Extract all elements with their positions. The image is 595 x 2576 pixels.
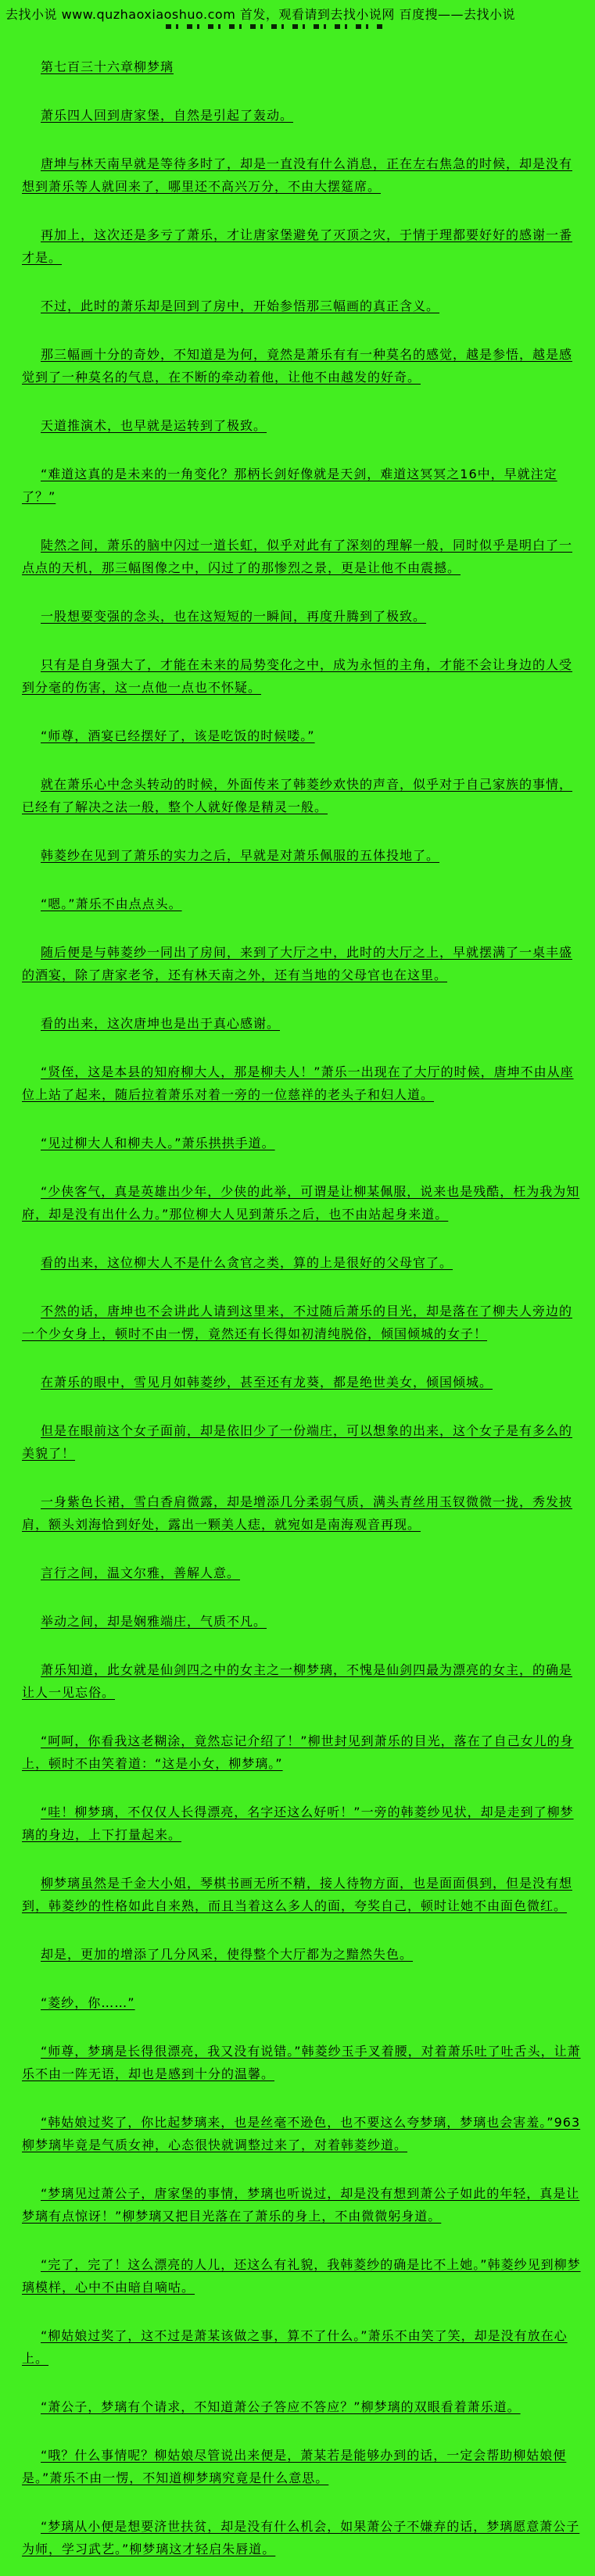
novel-paragraph: “见过柳大人和柳夫人。”萧乐拱拱手道。	[41, 1136, 275, 1150]
novel-paragraph: 只有是自身强大了，才能在未来的局势变化之中，成为永恒的主角，才能不会让身边的人受到分毫的伤害，这一点他一点也不怀疑。	[22, 657, 573, 695]
novel-paragraph: 那三幅画十分的奇妙，不知道是为何，竟然是萧乐有有一种莫名的感觉，越是参悟，越是感觉到了一种莫名的气息，在不断的牵动着他，让他不由越发的好奇。	[22, 347, 573, 385]
novel-paragraph: 却是，更加的增添了几分风采，使得整个大厅都为之黯然失色。	[41, 1947, 414, 1962]
novel-paragraph: 一股想要变强的念头，也在这短短的一瞬间，再度升腾到了极致。	[41, 609, 427, 624]
novel-paragraph: “柳姑娘过奖了，这不过是萧某该做之事，算不了什么。”萧乐不由笑了笑，却是没有放在心上。	[22, 2328, 568, 2366]
novel-paragraph: 再加上，这次还是多亏了萧乐，才让唐家堡避免了灭顶之灾，于情于理都要好好的感谢一番才是。	[22, 227, 573, 265]
novel-paragraph: “嗯。”萧乐不由点点头。	[41, 896, 182, 911]
clipped-text-remnant	[166, 24, 386, 29]
novel-paragraph: 但是在眼前这个女子面前，却是依旧少了一份端庄，可以想象的出来，这个女子是有多么的美貌了！	[22, 1423, 573, 1461]
novel-paragraph: 萧乐四人回到唐家堡，自然是引起了轰动。	[41, 108, 294, 123]
chapter-body	[22, 55, 581, 2560]
novel-paragraph: 举动之间，却是娴雅端庄，气质不凡。	[41, 1614, 267, 1629]
novel-paragraph: “贤侄，这是本县的知府柳大人，那是柳夫人！”萧乐一出现在了大厅的时候，唐坤不由从座位上站了起来，随后拉着萧乐对着一旁的一位慈祥的老头子和妇人道。	[22, 1064, 574, 1102]
chapter-title: 第七百三十六章柳梦璃	[41, 59, 174, 74]
paragraph-list	[22, 104, 581, 2560]
novel-paragraph: 看的出来，这次唐坤也是出于真心感谢。	[41, 1016, 281, 1031]
novel-paragraph: 唐坤与林天南早就是等待多时了，却是一直没有什么消息，正在左右焦急的时候，却是没有想到萧乐等人就回来了，哪里还不高兴万分，不由大摆筵席。	[22, 156, 573, 194]
novel-paragraph: 不过，此时的萧乐却是回到了房中，开始参悟那三幅画的真正含义。	[41, 299, 440, 313]
novel-paragraph: “哇！柳梦璃，不仅仅人长得漂亮，名字还这么好听！”一旁的韩菱纱见状，却是走到了柳梦璃的身边，上下打量起来。	[22, 1805, 574, 1842]
novel-paragraph: 言行之间，温文尔雅，善解人意。	[41, 1565, 241, 1580]
novel-paragraph: “师尊，梦璃是长得很漂亮，我又没有说错。”韩菱纱玉手叉着腰，对着萧乐吐了吐舌头，让萧乐不由一阵无语，却也是感到十分的温馨。	[22, 2044, 581, 2081]
novel-paragraph: 随后便是与韩菱纱一同出了房间，来到了大厅之中，此时的大厅之上，早就摆满了一桌丰盛的酒宴，除了唐家老爷，还有林天南之外，还有当地的父母官也在这里。	[22, 945, 573, 982]
novel-paragraph: “哦？什么事情呢？柳姑娘尽管说出来便是，萧某若是能够办到的话，一定会帮助柳姑娘便是。”萧乐不由一愣，不知道柳梦璃究竟是什么意思。	[22, 2448, 567, 2485]
novel-paragraph: “师尊，酒宴已经摆好了，该是吃饭的时候喽。”	[41, 728, 315, 743]
novel-paragraph: “菱纱，你……”	[41, 1995, 135, 2010]
novel-paragraph: 在萧乐的眼中，雪见月如韩菱纱，甚至还有龙葵，都是绝世美女，倾国倾城。	[41, 1375, 493, 1390]
novel-paragraph: “梦璃从小便是想要济世扶贫，却是没有什么机会，如果萧公子不嫌弃的话，梦璃愿意萧公子为师，学习武艺。”柳梦璃这才轻启朱唇道。	[22, 2519, 580, 2556]
site-promo-banner: 去找小说 www.quzhaoxiaoshuo.com 首发，观看请到去找小说网 百度搜——去找小说	[5, 7, 515, 22]
novel-paragraph: 天道推演术，也早就是运转到了极致。	[41, 418, 267, 433]
novel-paragraph: “呵呵，你看我这老糊涂，竟然忘记介绍了！”柳世封见到萧乐的目光，落在了自己女儿的身上，顿时不由笑着道：“这是小女，柳梦璃。”	[22, 1733, 574, 1771]
novel-paragraph: “完了，完了！这么漂亮的人儿，还这么有礼貌，我韩菱纱的确是比不上她。”韩菱纱见到柳梦璃模样，心中不由暗自嘀咕。	[22, 2257, 581, 2295]
novel-paragraph: “难道这真的是未来的一角变化？那柄长剑好像就是天剑，难道这冥冥之16中，早就注定了？”	[22, 467, 557, 504]
novel-paragraph: 韩菱纱在见到了萧乐的实力之后，早就是对萧乐佩服的五体投地了。	[41, 848, 440, 863]
novel-paragraph: 一身紫色长裙，雪白香肩微露，却是增添几分柔弱气质，满头青丝用玉钗微微一拢，秀发披肩，额头刘海恰到好处，露出一颗美人痣，就宛如是南海观音再现。	[22, 1494, 573, 1532]
novel-paragraph: 萧乐知道，此女就是仙剑四之中的女主之一柳梦璃，不愧是仙剑四最为漂亮的女主，的确是让人一见忘俗。	[22, 1662, 573, 1700]
novel-paragraph: “梦璃见过萧公子，唐家堡的事情，梦璃也听说过，却是没有想到萧公子如此的年轻，真是让梦璃有点惊讶！”柳梦璃又把目光落在了萧乐的身上，不由微微躬身道。	[22, 2186, 580, 2224]
novel-paragraph: “少侠客气，真是英雄出少年，少侠的此举，可谓是让柳某佩服，说来也是残酷，枉为我为知府，却是没有出什么力。”那位柳大人见到萧乐之后，也不由站起身来道。	[22, 1184, 580, 1222]
novel-paragraph: 柳梦璃虽然是千金大小姐，琴棋书画无所不精，接人待物方面，也是面面俱到，但是没有想到，韩菱纱的性格如此自来熟，而且当着这么多人的面，夸奖自己，顿时让她不由面色微红。	[22, 1876, 573, 1913]
novel-paragraph: “萧公子，梦璃有个请求，不知道萧公子答应不答应？”柳梦璃的双眼看着萧乐道。	[41, 2399, 521, 2414]
novel-paragraph: 看的出来，这位柳大人不是什么贪官之类，算的上是很好的父母官了。	[41, 1255, 453, 1270]
novel-paragraph: 陡然之间，萧乐的脑中闪过一道长虹，似乎对此有了深刻的理解一般，同时似乎是明白了一点点的天机，那三幅图像之中，闪过了的那惨烈之景，更是让他不由震撼。	[22, 538, 573, 575]
novel-paragraph: 不然的话，唐坤也不会讲此人请到这里来，不过随后萧乐的目光，却是落在了柳夫人旁边的一个少女身上，顿时不由一愣，竟然还有长得如初清纯脱俗，倾国倾城的女子！	[22, 1304, 573, 1341]
novel-paragraph: 就在萧乐心中念头转动的时候，外面传来了韩菱纱欢快的声音，似乎对于自己家族的事情，已经有了解决之法一般，整个人就好像是精灵一般。	[22, 777, 573, 814]
novel-paragraph: “韩姑娘过奖了，你比起梦璃来，也是丝毫不逊色，也不要这么夸梦璃，梦璃也会害羞。”963柳梦璃毕竟是气质女神，心态很快就调整过来了，对着韩菱纱道。	[22, 2115, 581, 2152]
